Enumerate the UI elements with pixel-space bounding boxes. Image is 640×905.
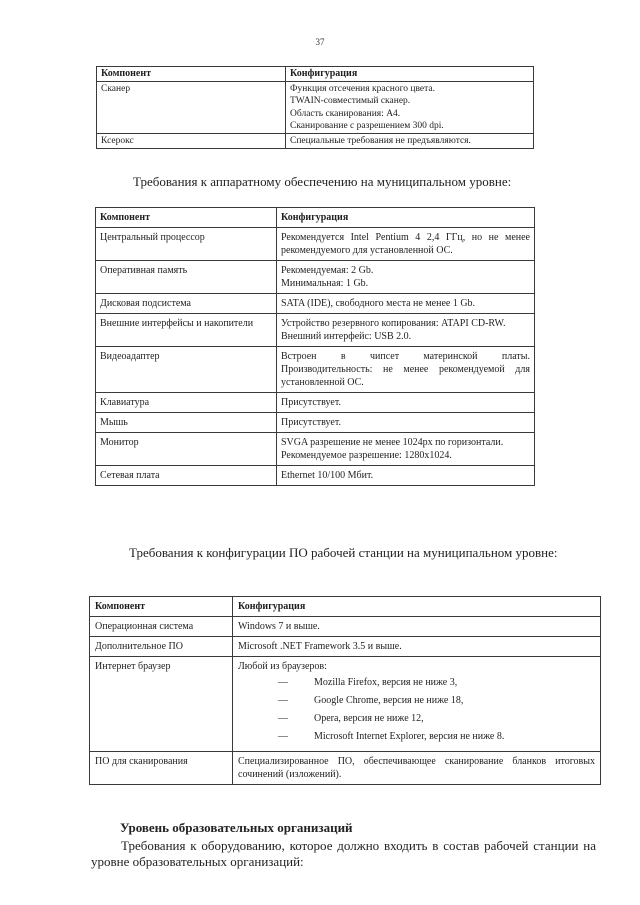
configuration-cell: Windows 7 и выше. <box>233 617 601 637</box>
header-component: Компонент <box>96 208 277 228</box>
configuration-cell <box>233 657 601 752</box>
section-title: Уровень образовательных организаций <box>120 820 353 835</box>
component-cell: Дополнительное ПО <box>90 637 233 657</box>
table-row <box>96 314 535 347</box>
configuration-cell: Встроен в чипсет материнской платы. Производительность: не менее рекомендуемой для установленной ОС. <box>277 347 535 393</box>
table-row <box>97 134 534 149</box>
configuration-cell: Специализированное ПО, обеспечивающее сканирование бланков итоговых сочинений (изложений). <box>233 752 601 785</box>
browser-item: Opera, версия не ниже 12, <box>314 713 424 724</box>
component-cell: Оперативная память <box>96 261 277 294</box>
scanner-table <box>96 66 534 149</box>
list-item <box>238 676 595 689</box>
component-cell: Внешние интерфейсы и накопители <box>96 314 277 347</box>
page-number: 37 <box>315 37 325 47</box>
configuration-cell: Присутствует. <box>277 393 535 413</box>
config-line: Рекомендуемое разрешение: 1280x1024. <box>281 450 452 461</box>
config-line: SVGA разрешение не менее 1024px по горизонтали. <box>281 437 504 448</box>
header-configuration: Конфигурация <box>233 597 601 617</box>
header-configuration: Конфигурация <box>286 67 534 82</box>
config-line: Сканирование с разрешением 300 dpi. <box>290 120 444 131</box>
table-header-row <box>90 597 601 617</box>
config-line: Функция отсечения красного цвета. <box>290 84 435 95</box>
browser-item: Mozilla Firefox, версия не ниже 3, <box>314 677 458 688</box>
table-row <box>96 466 535 486</box>
component-cell: Монитор <box>96 433 277 466</box>
table-row <box>96 433 535 466</box>
component-cell: Сканер <box>97 82 286 134</box>
configuration-cell <box>277 261 535 294</box>
dash-bullet: — <box>278 713 288 724</box>
component-cell: Операционная система <box>90 617 233 637</box>
configuration-cell: Присутствует. <box>277 413 535 433</box>
software-table <box>89 596 601 785</box>
table-row <box>96 261 535 294</box>
configuration-cell: Ethernet 10/100 Мбит. <box>277 466 535 486</box>
table-row <box>90 752 601 785</box>
table-row <box>90 637 601 657</box>
config-line: Специальные требования не предъявляются. <box>290 136 471 147</box>
component-cell: Сетевая плата <box>96 466 277 486</box>
configuration-cell <box>286 134 534 149</box>
component-cell: Ксерокс <box>97 134 286 149</box>
dash-bullet: — <box>278 677 288 688</box>
table-row <box>90 617 601 637</box>
table-row <box>96 347 535 393</box>
configuration-cell: SATA (IDE), свободного места не менее 1 Gb. <box>277 294 535 314</box>
config-line: Внешний интерфейс: USB 2.0. <box>281 331 412 342</box>
component-cell: Дисковая подсистема <box>96 294 277 314</box>
config-line: Минимальная: 1 Gb. <box>281 278 369 289</box>
software-requirements-heading: Требования к конфигурации ПО рабочей станции на муниципальном уровне: <box>129 545 558 560</box>
table-row <box>96 413 535 433</box>
header-component: Компонент <box>90 597 233 617</box>
table-row <box>97 82 534 134</box>
configuration-cell: Microsoft .NET Framework 3.5 и выше. <box>233 637 601 657</box>
dash-bullet: — <box>278 695 288 706</box>
list-item <box>238 730 595 743</box>
component-cell: Интернет браузер <box>90 657 233 752</box>
config-line: Устройство резервного копирования: ATAPI CD-RW. <box>281 318 506 329</box>
configuration-cell <box>277 314 535 347</box>
configuration-cell: Рекомендуется Intel Pentium 4 2,4 ГГц, но не менее рекомендуемого для установленной ОС. <box>277 228 535 261</box>
section-text: Требования к оборудованию, которое должно входить в состав рабочей станции на уровне образовательных организаций: <box>91 838 596 869</box>
dash-bullet: — <box>278 731 288 742</box>
component-cell: Мышь <box>96 413 277 433</box>
header-configuration: Конфигурация <box>277 208 535 228</box>
config-line: TWAIN-совместимый сканер. <box>290 96 411 107</box>
header-component: Компонент <box>97 67 286 82</box>
browser-item: Google Chrome, версия не ниже 18, <box>314 695 464 706</box>
table-row <box>96 294 535 314</box>
config-line: Область сканирования: А4. <box>290 108 401 119</box>
component-cell: ПО для сканирования <box>90 752 233 785</box>
table-row <box>90 657 601 752</box>
hardware-requirements-heading: Требования к аппаратному обеспечению на муниципальном уровне: <box>133 174 512 189</box>
browser-list <box>238 676 595 743</box>
configuration-cell <box>277 433 535 466</box>
component-cell: Клавиатура <box>96 393 277 413</box>
table-row <box>96 228 535 261</box>
table-header-row <box>96 208 535 228</box>
list-item <box>238 712 595 725</box>
component-cell: Видеоадаптер <box>96 347 277 393</box>
component-cell: Центральный процессор <box>96 228 277 261</box>
table-row <box>96 393 535 413</box>
browser-item: Microsoft Internet Explorer, версия не ниже 8. <box>314 731 505 742</box>
config-line: Рекомендуемая: 2 Gb. <box>281 265 374 276</box>
configuration-cell <box>286 82 534 134</box>
list-item <box>238 694 595 707</box>
table-header-row <box>97 67 534 82</box>
hardware-table <box>95 207 535 486</box>
config-line: Любой из браузеров: <box>238 661 327 672</box>
